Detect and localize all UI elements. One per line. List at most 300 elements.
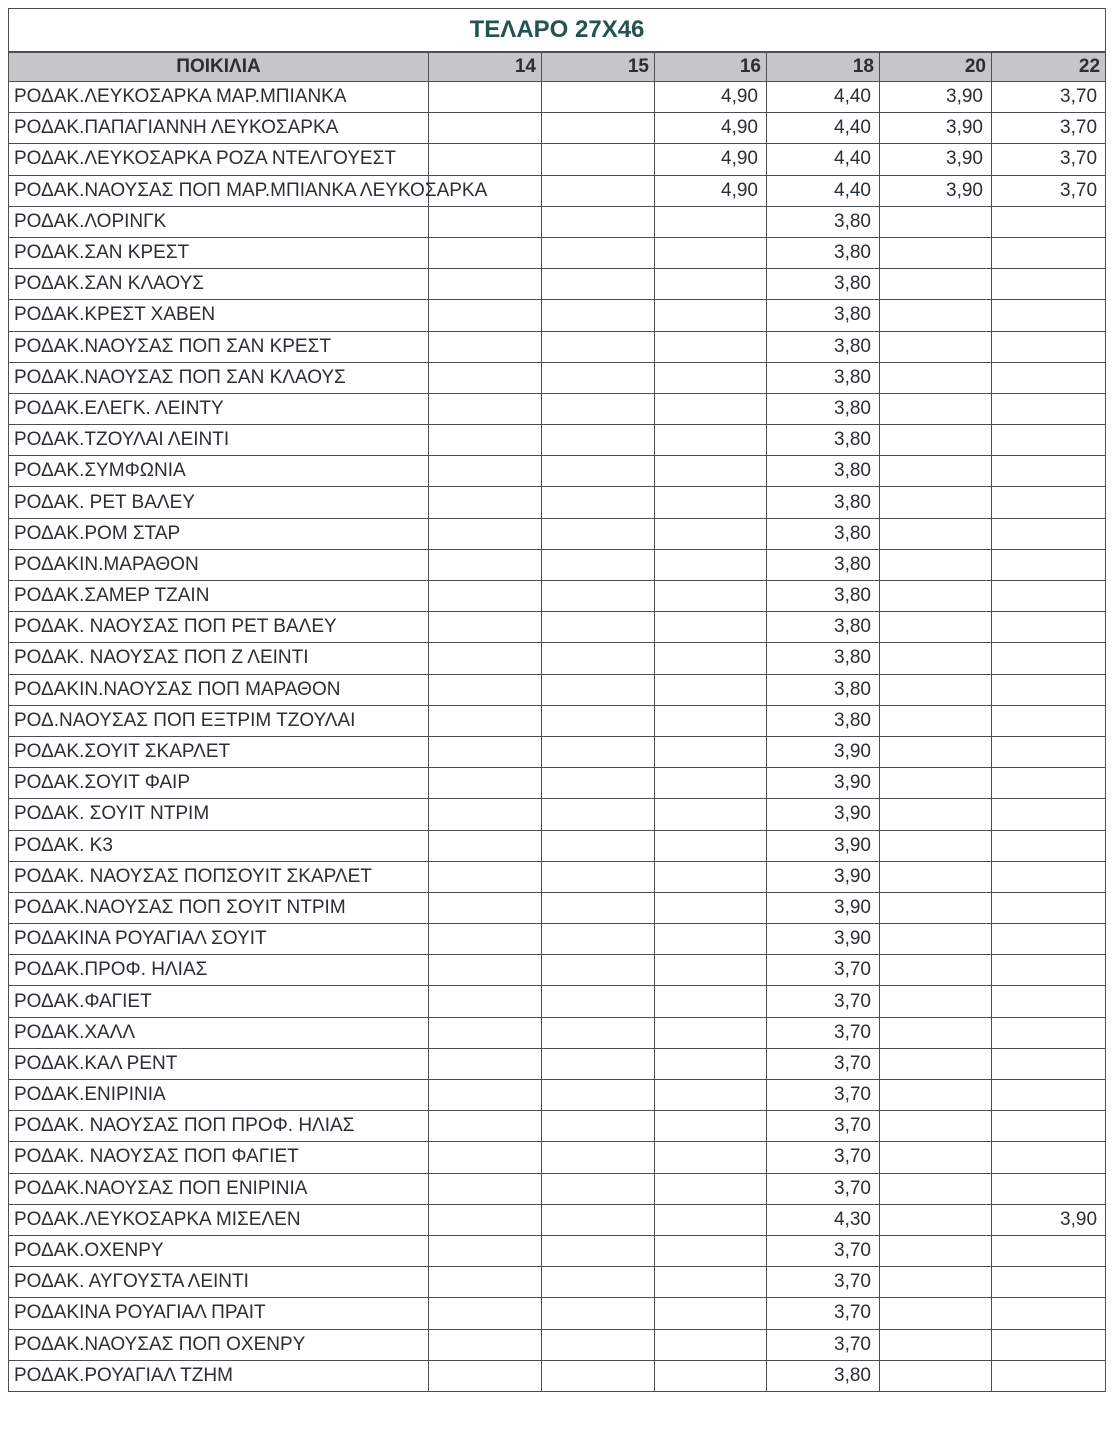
- price-cell: [992, 269, 1106, 300]
- price-cell: [880, 362, 992, 393]
- price-cell: [880, 986, 992, 1017]
- price-cell: [429, 768, 542, 799]
- price-cell: [429, 1329, 542, 1360]
- price-cell: [992, 487, 1106, 518]
- price-cell: 3,90: [767, 768, 880, 799]
- price-cell: [992, 1329, 1106, 1360]
- table-row: [9, 1173, 1106, 1204]
- price-cell: [429, 1267, 542, 1298]
- variety-cell: ΡΟΔΑΚ.ΣΟΥΙΤ ΣΚΑΡΛΕΤ: [9, 736, 429, 767]
- price-cell: [542, 924, 655, 955]
- table-row: [9, 612, 1106, 643]
- table-row: [9, 736, 1106, 767]
- price-cell: [429, 1235, 542, 1266]
- price-cell: [655, 1329, 767, 1360]
- price-cell: [542, 425, 655, 456]
- price-cell: [992, 768, 1106, 799]
- variety-cell: ΡΟΔΑΚ.ΣΟΥΙΤ ΦΑΙΡ: [9, 768, 429, 799]
- price-cell: [992, 1298, 1106, 1329]
- variety-cell: ΡΟΔΑΚ. ΝΑΟΥΣΑΣ ΠΟΠΣΟΥΙΤ ΣΚΑΡΛΕΤ: [9, 861, 429, 892]
- price-cell: [542, 1173, 655, 1204]
- price-cell: [655, 393, 767, 424]
- price-cell: 4,40: [767, 175, 880, 206]
- price-cell: 4,40: [767, 113, 880, 144]
- price-cell: [655, 487, 767, 518]
- price-cell: [542, 331, 655, 362]
- price-cell: 3,80: [767, 612, 880, 643]
- price-cell: [542, 1017, 655, 1048]
- price-cell: [655, 456, 767, 487]
- price-cell: [655, 1298, 767, 1329]
- price-cell: [655, 237, 767, 268]
- price-cell: 3,90: [880, 82, 992, 113]
- price-cell: [429, 206, 542, 237]
- price-cell: [429, 518, 542, 549]
- price-cell: [992, 1048, 1106, 1079]
- table-row: [9, 425, 1106, 456]
- price-cell: [655, 1235, 767, 1266]
- variety-cell: ΡΟΔΑΚ. ΝΑΟΥΣΑΣ ΠΟΠ ΦΑΓΙΕΤ: [9, 1142, 429, 1173]
- price-cell: [542, 1267, 655, 1298]
- price-cell: [429, 830, 542, 861]
- price-cell: 3,80: [767, 362, 880, 393]
- table-row: [9, 1111, 1106, 1142]
- price-cell: [992, 331, 1106, 362]
- price-cell: [542, 892, 655, 923]
- price-cell: [992, 1360, 1106, 1391]
- price-cell: [880, 892, 992, 923]
- variety-cell: ΡΟΔΑΚ.ΛΕΥΚΟΣΑΡΚΑ ΜΑΡ.ΜΠΙΑΝΚΑ: [9, 82, 429, 113]
- table-row: [9, 643, 1106, 674]
- price-cell: [655, 830, 767, 861]
- price-cell: 3,70: [767, 1080, 880, 1111]
- price-cell: [655, 1111, 767, 1142]
- price-cell: [992, 581, 1106, 612]
- price-cell: 4,30: [767, 1204, 880, 1235]
- price-cell: 3,80: [767, 1360, 880, 1391]
- price-cell: [655, 300, 767, 331]
- variety-cell: ΡΟΔΑΚΙΝΑ ΡΟΥΑΓΙΑΛ ΣΟΥΙΤ: [9, 924, 429, 955]
- variety-cell: ΡΟΔΑΚ.ΝΑΟΥΣΑΣ ΠΟΠ ΣΑΝ ΚΛΑΟΥΣ: [9, 362, 429, 393]
- price-cell: 3,80: [767, 300, 880, 331]
- variety-cell: ΡΟΔΑΚ.ΝΑΟΥΣΑΣ ΠΟΠ ΜΑΡ.ΜΠΙΑΝΚΑ ΛΕΥΚΟΣΑΡΚΑ: [9, 175, 429, 206]
- variety-cell: ΡΟΔΑΚ. ΝΑΟΥΣΑΣ ΠΟΠ Ζ ΛΕΙΝΤΙ: [9, 643, 429, 674]
- price-cell: [655, 331, 767, 362]
- table-row: [9, 581, 1106, 612]
- price-cell: [992, 1111, 1106, 1142]
- price-cell: [880, 1173, 992, 1204]
- price-cell: [880, 705, 992, 736]
- price-cell: [429, 924, 542, 955]
- column-header-size: 20: [880, 52, 992, 82]
- price-cell: 3,70: [767, 1173, 880, 1204]
- price-cell: 3,80: [767, 331, 880, 362]
- variety-cell: ΡΟΔΑΚ. ΣΟΥΙΤ ΝΤΡΙΜ: [9, 799, 429, 830]
- price-cell: [429, 144, 542, 175]
- table-row: [9, 175, 1106, 206]
- price-cell: [992, 674, 1106, 705]
- price-cell: [542, 768, 655, 799]
- table-row: [9, 1235, 1106, 1266]
- variety-cell: ΡΟΔΑΚ.ΣΑΝ ΚΛΑΟΥΣ: [9, 269, 429, 300]
- table-row: [9, 986, 1106, 1017]
- price-cell: [542, 955, 655, 986]
- price-cell: [655, 1360, 767, 1391]
- price-cell: [880, 581, 992, 612]
- price-cell: [429, 1360, 542, 1391]
- table-row: [9, 861, 1106, 892]
- header-row: [9, 52, 1106, 82]
- price-cell: [429, 1080, 542, 1111]
- price-cell: [429, 705, 542, 736]
- table-row: [9, 799, 1106, 830]
- table-row: [9, 1298, 1106, 1329]
- price-cell: [992, 736, 1106, 767]
- price-cell: [542, 736, 655, 767]
- price-cell: [880, 1329, 992, 1360]
- price-cell: [429, 612, 542, 643]
- price-cell: [992, 393, 1106, 424]
- price-cell: 3,70: [767, 955, 880, 986]
- price-cell: [429, 82, 542, 113]
- price-cell: [542, 1298, 655, 1329]
- variety-cell: ΡΟΔΑΚ.ΤΖΟΥΛΑΙ ΛΕΙΝΤΙ: [9, 425, 429, 456]
- table-row: [9, 1048, 1106, 1079]
- variety-cell: ΡΟΔΑΚ.ΠΡΟΦ. ΗΛΙΑΣ: [9, 955, 429, 986]
- table-row: [9, 393, 1106, 424]
- price-cell: [880, 331, 992, 362]
- price-cell: [992, 861, 1106, 892]
- price-cell: [429, 393, 542, 424]
- price-cell: [992, 986, 1106, 1017]
- price-cell: [429, 425, 542, 456]
- table-row: [9, 674, 1106, 705]
- table-row: [9, 549, 1106, 580]
- price-cell: 3,70: [992, 144, 1106, 175]
- price-cell: [655, 549, 767, 580]
- price-cell: [880, 456, 992, 487]
- table-row: [9, 300, 1106, 331]
- price-cell: [542, 1142, 655, 1173]
- price-cell: [655, 206, 767, 237]
- price-cell: [992, 924, 1106, 955]
- table-row: [9, 1267, 1106, 1298]
- price-cell: [655, 674, 767, 705]
- price-cell: 3,70: [992, 113, 1106, 144]
- table-title: ΤΕΛΑΡΟ 27Χ46: [9, 9, 1106, 53]
- price-cell: [880, 425, 992, 456]
- price-cell: [880, 674, 992, 705]
- price-cell: 3,70: [767, 1142, 880, 1173]
- variety-cell: ΡΟΔΑΚ.ΛΟΡΙΝΓΚ: [9, 206, 429, 237]
- price-cell: [992, 892, 1106, 923]
- price-cell: 3,80: [767, 581, 880, 612]
- price-table: [8, 8, 1106, 1392]
- price-cell: [880, 1235, 992, 1266]
- price-cell: 3,90: [767, 861, 880, 892]
- price-cell: [542, 549, 655, 580]
- price-cell: 3,90: [767, 830, 880, 861]
- variety-cell: ΡΟΔΑΚ.ΟΧΕΝΡΥ: [9, 1235, 429, 1266]
- price-cell: [880, 518, 992, 549]
- price-cell: [992, 955, 1106, 986]
- price-cell: [542, 300, 655, 331]
- price-cell: [880, 487, 992, 518]
- price-cell: [542, 581, 655, 612]
- table-row: [9, 1329, 1106, 1360]
- price-cell: [880, 1048, 992, 1079]
- variety-cell: ΡΟΔΑΚ.ΛΕΥΚΟΣΑΡΚΑ ΡΟΖΑ ΝΤΕΛΓΟΥΕΣΤ: [9, 144, 429, 175]
- price-cell: [542, 1048, 655, 1079]
- price-cell: [992, 206, 1106, 237]
- table-row: [9, 830, 1106, 861]
- table-row: [9, 1360, 1106, 1391]
- price-cell: [429, 1142, 542, 1173]
- table-row: [9, 456, 1106, 487]
- price-cell: [880, 955, 992, 986]
- price-cell: 3,80: [767, 237, 880, 268]
- price-cell: [655, 362, 767, 393]
- variety-cell: ΡΟΔΑΚΙΝ.ΜΑΡΑΘΟΝ: [9, 549, 429, 580]
- price-cell: [655, 1017, 767, 1048]
- price-cell: [655, 861, 767, 892]
- price-cell: 3,80: [767, 518, 880, 549]
- price-cell: [992, 1142, 1106, 1173]
- price-cell: [880, 736, 992, 767]
- table-row: [9, 1204, 1106, 1235]
- price-cell: [542, 1360, 655, 1391]
- price-cell: [992, 518, 1106, 549]
- price-cell: [429, 1298, 542, 1329]
- table-body: [9, 82, 1106, 1392]
- price-cell: [880, 830, 992, 861]
- variety-cell: ΡΟΔΑΚ. ΡΕΤ ΒΑΛΕΥ: [9, 487, 429, 518]
- table-row: [9, 144, 1106, 175]
- price-cell: 3,70: [992, 175, 1106, 206]
- price-cell: [992, 456, 1106, 487]
- price-cell: 3,90: [767, 799, 880, 830]
- price-cell: [880, 1080, 992, 1111]
- price-cell: [655, 768, 767, 799]
- price-cell: [542, 1235, 655, 1266]
- price-cell: [429, 955, 542, 986]
- price-cell: [429, 643, 542, 674]
- price-cell: [542, 705, 655, 736]
- price-cell: 3,80: [767, 643, 880, 674]
- price-cell: [880, 861, 992, 892]
- column-header-size: 16: [655, 52, 767, 82]
- column-header-size: 14: [429, 52, 542, 82]
- price-cell: 4,90: [655, 82, 767, 113]
- price-cell: [542, 1111, 655, 1142]
- price-cell: [992, 1173, 1106, 1204]
- variety-cell: ΡΟΔΑΚ.ΠΑΠΑΓΙΑΝΝΗ ΛΕΥΚΟΣΑΡΚΑ: [9, 113, 429, 144]
- price-cell: [542, 1329, 655, 1360]
- price-cell: [429, 674, 542, 705]
- variety-cell: ΡΟΔΑΚΙΝΑ ΡΟΥΑΓΙΑΛ ΠΡΑΙΤ: [9, 1298, 429, 1329]
- variety-cell: ΡΟΔΑΚ.ΝΑΟΥΣΑΣ ΠΟΠ ΕΝΙΡΙΝΙΑ: [9, 1173, 429, 1204]
- price-cell: [880, 1360, 992, 1391]
- table-row: [9, 269, 1106, 300]
- variety-cell: ΡΟΔΑΚ.ΚΡΕΣΤ ΧΑΒΕΝ: [9, 300, 429, 331]
- price-cell: [429, 549, 542, 580]
- price-cell: [992, 612, 1106, 643]
- price-cell: 3,90: [767, 924, 880, 955]
- variety-cell: ΡΟΔΑΚΙΝ.ΝΑΟΥΣΑΣ ΠΟΠ ΜΑΡΑΘΟΝ: [9, 674, 429, 705]
- table-row: [9, 237, 1106, 268]
- price-cell: [429, 456, 542, 487]
- price-cell: [880, 549, 992, 580]
- price-cell: [992, 362, 1106, 393]
- price-cell: 4,90: [655, 113, 767, 144]
- variety-cell: ΡΟΔΑΚ.ΣΥΜΦΩΝΙΑ: [9, 456, 429, 487]
- price-cell: [429, 237, 542, 268]
- column-header-size: 18: [767, 52, 880, 82]
- price-cell: 4,90: [655, 175, 767, 206]
- price-cell: 4,40: [767, 82, 880, 113]
- price-cell: [655, 518, 767, 549]
- price-cell: [542, 986, 655, 1017]
- variety-cell: ΡΟΔΑΚ.ΕΝΙΡΙΝΙΑ: [9, 1080, 429, 1111]
- variety-cell: ΡΟΔ.ΝΑΟΥΣΑΣ ΠΟΠ ΕΞΤΡΙΜ ΤΖΟΥΛΑΙ: [9, 705, 429, 736]
- price-cell: [992, 1235, 1106, 1266]
- price-cell: [542, 612, 655, 643]
- column-header-size: 22: [992, 52, 1106, 82]
- price-cell: [542, 175, 655, 206]
- table-row: [9, 82, 1106, 113]
- column-header-variety: ΠΟΙΚΙΛΙΑ: [9, 52, 429, 82]
- price-cell: [655, 581, 767, 612]
- price-cell: 3,70: [767, 1329, 880, 1360]
- price-cell: [429, 986, 542, 1017]
- price-cell: [992, 830, 1106, 861]
- title-row: [9, 9, 1106, 53]
- table-row: [9, 892, 1106, 923]
- price-cell: 3,70: [767, 1235, 880, 1266]
- table-row: [9, 113, 1106, 144]
- price-cell: [880, 206, 992, 237]
- price-cell: 3,80: [767, 206, 880, 237]
- price-cell: 3,80: [767, 269, 880, 300]
- price-cell: 3,80: [767, 549, 880, 580]
- price-cell: 3,80: [767, 487, 880, 518]
- price-cell: [655, 1173, 767, 1204]
- price-cell: 3,70: [767, 1111, 880, 1142]
- price-cell: [655, 425, 767, 456]
- price-cell: [992, 705, 1106, 736]
- price-cell: [429, 362, 542, 393]
- price-cell: [655, 1142, 767, 1173]
- variety-cell: ΡΟΔΑΚ.ΡΟΜ ΣΤΑΡ: [9, 518, 429, 549]
- price-cell: 3,70: [767, 986, 880, 1017]
- variety-cell: ΡΟΔΑΚ. Κ3: [9, 830, 429, 861]
- price-cell: [655, 924, 767, 955]
- column-header-size: 15: [542, 52, 655, 82]
- table-row: [9, 487, 1106, 518]
- price-cell: [655, 892, 767, 923]
- price-cell: [429, 331, 542, 362]
- price-cell: [542, 206, 655, 237]
- price-cell: [992, 1017, 1106, 1048]
- variety-cell: ΡΟΔΑΚ.ΧΑΛΛ: [9, 1017, 429, 1048]
- price-cell: 3,90: [767, 892, 880, 923]
- price-cell: [880, 612, 992, 643]
- price-cell: [655, 986, 767, 1017]
- variety-cell: ΡΟΔΑΚ.ΝΑΟΥΣΑΣ ΠΟΠ ΣΟΥΙΤ ΝΤΡΙΜ: [9, 892, 429, 923]
- price-cell: [542, 144, 655, 175]
- price-cell: 3,80: [767, 393, 880, 424]
- price-cell: [880, 1017, 992, 1048]
- price-cell: [542, 861, 655, 892]
- price-cell: [542, 1080, 655, 1111]
- table-row: [9, 768, 1106, 799]
- price-cell: [429, 861, 542, 892]
- table-row: [9, 206, 1106, 237]
- price-cell: 3,80: [767, 425, 880, 456]
- price-cell: 3,90: [767, 736, 880, 767]
- price-cell: [542, 674, 655, 705]
- price-cell: [655, 799, 767, 830]
- variety-cell: ΡΟΔΑΚ.ΣΑΝ ΚΡΕΣΤ: [9, 237, 429, 268]
- price-cell: [429, 269, 542, 300]
- price-cell: [880, 1298, 992, 1329]
- price-cell: [429, 113, 542, 144]
- price-cell: [542, 362, 655, 393]
- price-cell: 3,80: [767, 705, 880, 736]
- variety-cell: ΡΟΔΑΚ. ΝΑΟΥΣΑΣ ΠΟΠ ΠΡΟΦ. ΗΛΙΑΣ: [9, 1111, 429, 1142]
- price-cell: [880, 393, 992, 424]
- price-cell: 3,80: [767, 674, 880, 705]
- price-cell: 3,90: [880, 144, 992, 175]
- table-row: [9, 331, 1106, 362]
- price-cell: [880, 1111, 992, 1142]
- price-cell: [542, 643, 655, 674]
- price-cell: [542, 518, 655, 549]
- variety-cell: ΡΟΔΑΚ.ΣΑΜΕΡ ΤΖΑΙΝ: [9, 581, 429, 612]
- price-cell: [429, 892, 542, 923]
- price-cell: 3,70: [767, 1298, 880, 1329]
- variety-cell: ΡΟΔΑΚ.ΝΑΟΥΣΑΣ ΠΟΠ ΟΧΕΝΡΥ: [9, 1329, 429, 1360]
- price-cell: [429, 1048, 542, 1079]
- price-cell: [542, 393, 655, 424]
- price-cell: 3,90: [880, 113, 992, 144]
- price-cell: [992, 643, 1106, 674]
- price-cell: [992, 1267, 1106, 1298]
- price-cell: 3,90: [992, 1204, 1106, 1235]
- variety-cell: ΡΟΔΑΚ.ΛΕΥΚΟΣΑΡΚΑ ΜΙΣΕΛΕΝ: [9, 1204, 429, 1235]
- price-cell: [880, 269, 992, 300]
- price-cell: 3,80: [767, 456, 880, 487]
- price-cell: [429, 1204, 542, 1235]
- variety-cell: ΡΟΔΑΚ.ΦΑΓΙΕΤ: [9, 986, 429, 1017]
- table-row: [9, 705, 1106, 736]
- price-cell: [992, 237, 1106, 268]
- table-row: [9, 1080, 1106, 1111]
- price-cell: [655, 955, 767, 986]
- price-cell: [880, 1204, 992, 1235]
- price-cell: [880, 924, 992, 955]
- price-cell: [655, 1048, 767, 1079]
- price-cell: [542, 456, 655, 487]
- variety-cell: ΡΟΔΑΚ.ΚΑΛ ΡΕΝΤ: [9, 1048, 429, 1079]
- variety-cell: ΡΟΔΑΚ.ΝΑΟΥΣΑΣ ΠΟΠ ΣΑΝ ΚΡΕΣΤ: [9, 331, 429, 362]
- price-cell: [542, 1204, 655, 1235]
- price-cell: [655, 643, 767, 674]
- price-cell: [655, 1080, 767, 1111]
- price-cell: [429, 1111, 542, 1142]
- price-cell: [880, 768, 992, 799]
- price-cell: [542, 82, 655, 113]
